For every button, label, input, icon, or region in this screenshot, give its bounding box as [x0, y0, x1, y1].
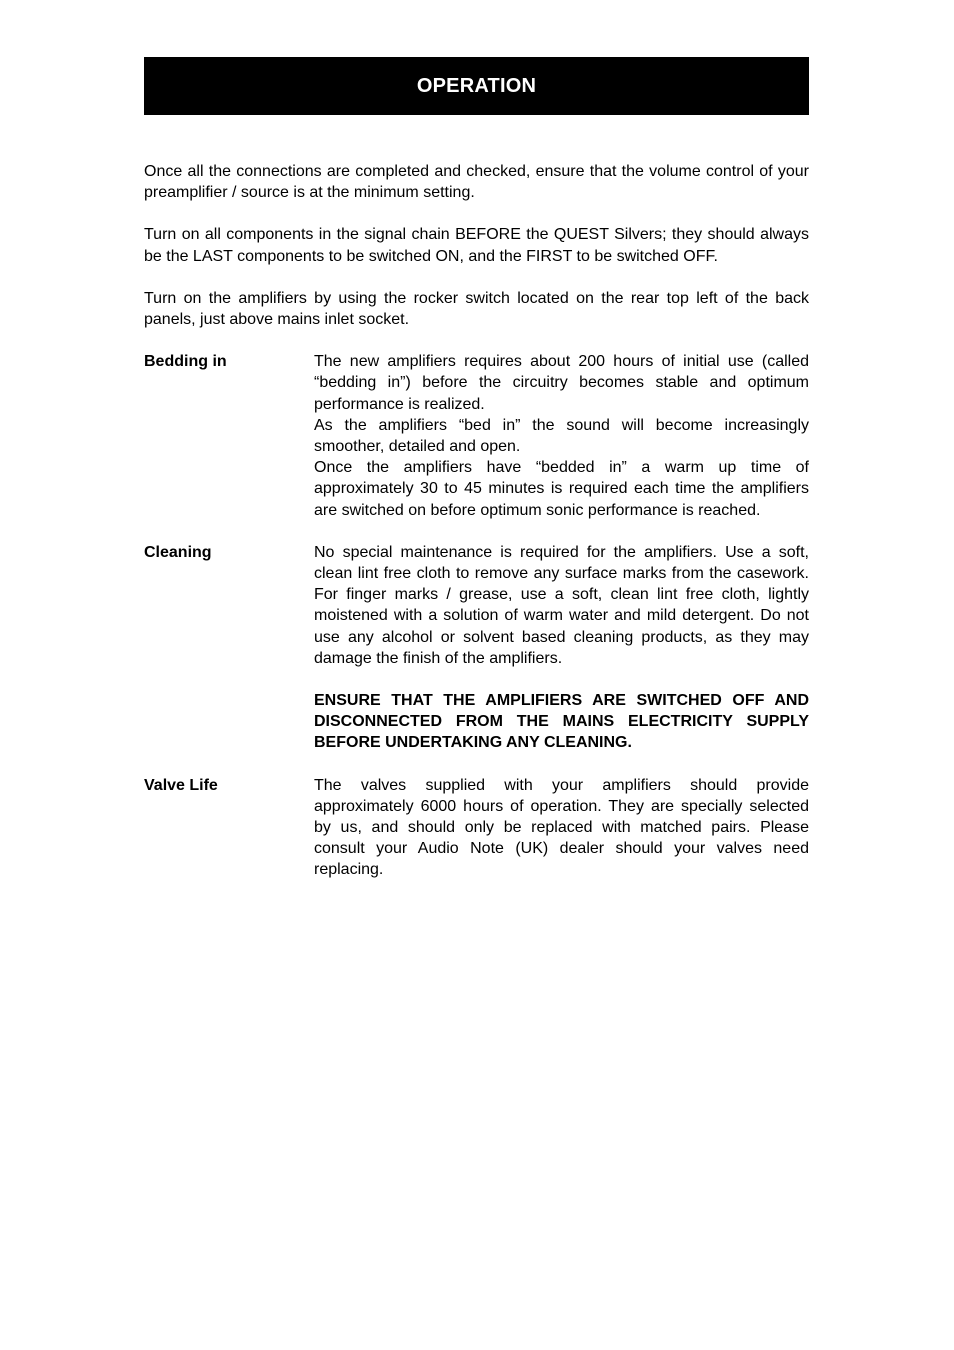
bedding-in-text-1: The new amplifiers requires about 200 hours of initial use (called “bedding in”) before the circuitry becomes stable and optimum performance is realized.: [314, 353, 809, 413]
cleaning-heading: Cleaning: [144, 543, 212, 561]
manual-page: [144, 57, 809, 902]
bedding-in-body: [314, 351, 809, 521]
intro-paragraph-rocker-switch: Turn on the amplifiers by using the rocker switch located on the rear top left of the back panels, just above mains inlet socket.: [144, 289, 809, 329]
page-title: OPERATION: [416, 74, 537, 97]
valve-life-text: The valves supplied with your amplifiers should provide approximately 6000 hours of operation. They are specially selected by us, and should only be replaced with matched pairs. Please consult your Audio Note (UK) dealer should your valves need replacing.: [314, 776, 809, 879]
bedding-in-text-2: As the amplifiers “bed in” the sound will become increasingly smoother, detailed and open.: [314, 416, 809, 456]
page-content: [144, 161, 809, 881]
cleaning-text: No special maintenance is required for the amplifiers. Use a soft, clean lint free cloth to remove any surface marks from the casework. For finger marks / grease, use a soft, clean lint free cloth, lightly moistened with a solution of warm water and mild detergent. Do not use any alcohol or solvent based cleaning products, as they may damage the finish of the amplifiers.: [314, 543, 809, 667]
bedding-in-text-3: Once the amplifiers have “bedded in” a warm up time of approximately 30 to 45 minutes is required each time the amplifiers are switched on before optimum sonic performance is reached.: [314, 459, 809, 519]
valve-life-section: [144, 775, 809, 881]
cleaning-warning: ENSURE THAT THE AMPLIFIERS ARE SWITCHED OFF AND DISCONNECTED FROM THE MAINS ELECTRICITY SUPPLY BEFORE UNDERTAKING ANY CLEANING.: [314, 692, 809, 752]
bedding-in-heading: Bedding in: [144, 353, 227, 371]
section-title-bar: [144, 57, 809, 115]
cleaning-section: [144, 542, 809, 754]
intro-paragraph-power-order: Turn on all components in the signal chain BEFORE the QUEST Silvers; they should always be the LAST components to be switched ON, and the FIRST to be switched OFF.: [144, 226, 809, 265]
bedding-in-section: [144, 351, 809, 521]
intro-paragraph-volume: Once all the connections are completed and checked, ensure that the volume control of your preamplifier / source is at the minimum setting.: [144, 163, 809, 202]
valve-life-heading: Valve Life: [144, 776, 218, 794]
cleaning-body: [314, 542, 809, 754]
valve-life-body: [314, 775, 809, 881]
